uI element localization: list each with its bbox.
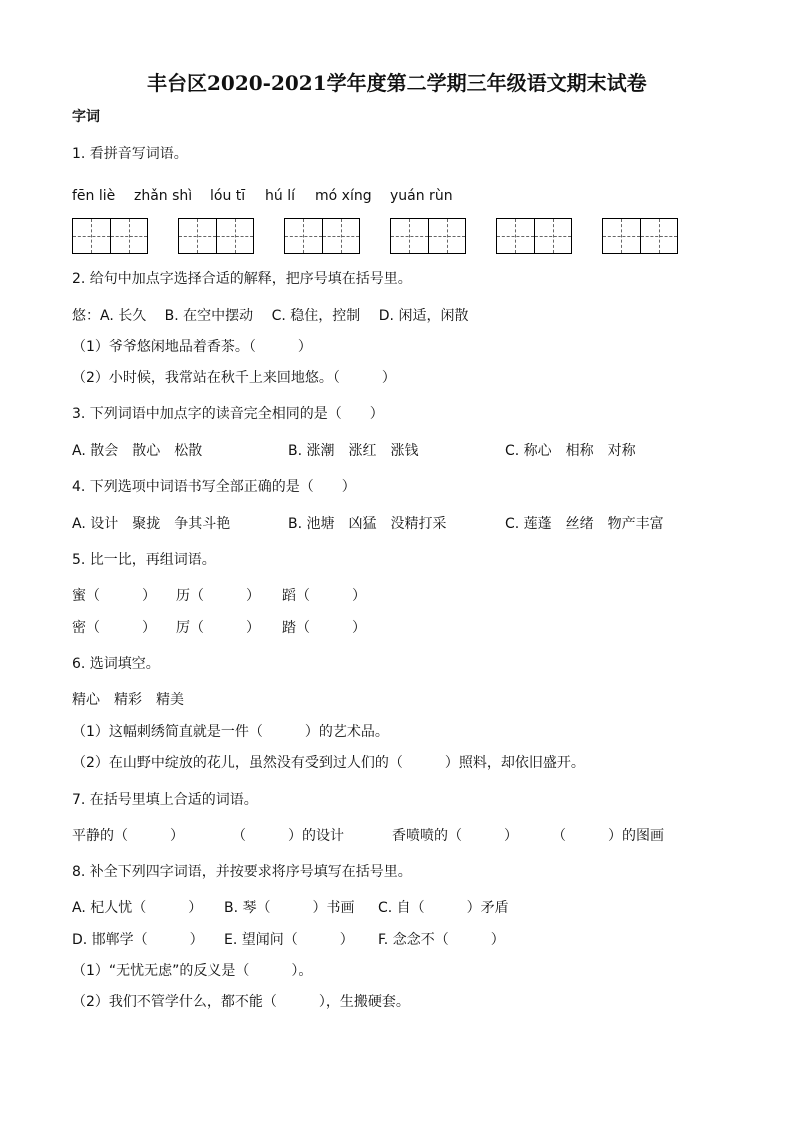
q3-option-b: B. 涨潮 涨红 涨钱: [288, 443, 419, 459]
q4-option-a: A. 设计 聚拢 争其斗艳: [72, 516, 231, 532]
q5-item: 踏（ ）: [282, 620, 366, 636]
q8-item: A. 杞人忧（ ）: [72, 900, 203, 916]
pinyin-1: fēn liè: [72, 188, 116, 204]
writing-grid-2[interactable]: [178, 218, 254, 254]
q2-options: 悠：A. 长久 B. 在空中摆动 C. 稳住，控制 D. 闲适，闲散: [72, 308, 469, 324]
pinyin-6: yuán rùn: [390, 188, 453, 204]
q8-item: C. 自（ ）矛盾: [378, 900, 509, 916]
q2-stem: 2. 给句中加点字选择合适的解释，把序号填在括号里。: [72, 271, 412, 287]
q8-item: D. 邯郸学（ ）: [72, 932, 204, 948]
q6-word-bank: 精心 精彩 精美: [72, 692, 184, 708]
q7-item: （ ）的设计: [232, 828, 344, 844]
pinyin-3: lóu tī: [210, 188, 246, 204]
q6-sentence-2: （2）在山野中绽放的花儿，虽然没有受到过人们的（ ）照料，却依旧盛开。: [72, 755, 585, 771]
writing-grid-4[interactable]: [390, 218, 466, 254]
q3-stem: 3. 下列词语中加点字的读音完全相同的是（ ）: [72, 406, 384, 422]
q2-sentence-2: （2）小时候，我常站在秋千上来回地悠。（ ）: [72, 370, 396, 386]
pinyin-2: zhǎn shì: [134, 188, 193, 204]
writing-grid-6[interactable]: [602, 218, 678, 254]
q6-stem: 6. 选词填空。: [72, 656, 160, 672]
q8-stem: 8. 补全下列四字词语，并按要求将序号填写在括号里。: [72, 864, 412, 880]
q5-item: 蹈（ ）: [282, 588, 366, 604]
q4-option-c: C. 莲蓬 丝绪 物产丰富: [505, 516, 664, 532]
q4-option-b: B. 池塘 凶猛 没精打采: [288, 516, 447, 532]
q7-stem: 7. 在括号里填上合适的词语。: [72, 792, 258, 808]
writing-grid-3[interactable]: [284, 218, 360, 254]
q5-stem: 5. 比一比，再组词语。: [72, 552, 216, 568]
q4-stem: 4. 下列选项中词语书写全部正确的是（ ）: [72, 479, 356, 495]
q5-item: 厉（ ）: [176, 620, 260, 636]
q3-option-c: C. 称心 相称 对称: [505, 443, 636, 459]
q8-item: E. 望闻问（ ）: [224, 932, 354, 948]
q8-sentence-2: （2）我们不管学什么，都不能（ ），生搬硬套。: [72, 994, 410, 1010]
writing-grid-5[interactable]: [496, 218, 572, 254]
q7-item: 平静的（ ）: [72, 828, 184, 844]
q8-sentence-1: （1）“无忧无虑”的反义是（ ）。: [72, 963, 313, 979]
q7-item: （ ）的图画: [552, 828, 664, 844]
q5-item: 密（ ）: [72, 620, 156, 636]
q1-stem: 1. 看拼音写词语。: [72, 146, 188, 162]
q6-sentence-1: （1）这幅刺绣简直就是一件（ ）的艺术品。: [72, 724, 389, 740]
q8-item: B. 琴（ ）书画: [224, 900, 355, 916]
section-heading: 字词: [72, 109, 100, 125]
q8-item: F. 念念不（ ）: [378, 932, 505, 948]
pinyin-5: mó xíng: [315, 188, 372, 204]
q5-item: 蜜（ ）: [72, 588, 156, 604]
pinyin-4: hú lí: [265, 188, 295, 204]
q2-sentence-1: （1）爷爷悠闲地品着香茶。（ ）: [72, 339, 312, 355]
q7-item: 香喷喷的（ ）: [392, 828, 518, 844]
q5-item: 历（ ）: [176, 588, 260, 604]
writing-grid-1[interactable]: [72, 218, 148, 254]
q3-option-a: A. 散会 散心 松散: [72, 443, 203, 459]
page-title: 丰台区2020-2021学年度第二学期三年级语文期末试卷: [147, 71, 647, 95]
